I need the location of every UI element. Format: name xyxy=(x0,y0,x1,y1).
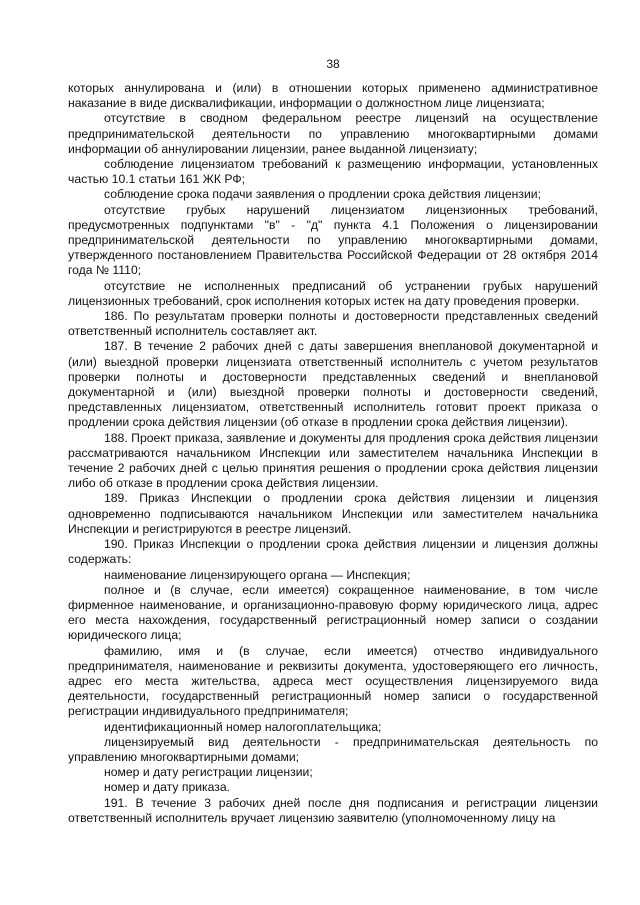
paragraph: отсутствие грубых нарушений лицензиатом лицензионных требований, предусмотренных подпунктами "в" - "д" пункта 4.1 Положения о лицензировании предпринимательской деятельности по управлению многоквартирными домами, утвержденного постановлением Правительства Российской Федерации от 28 октября 2014 года № 1110; xyxy=(68,202,598,278)
paragraph: 188. Проект приказа, заявление и документы для продления срока действия лицензии рассматриваются начальником Инспекции или заместителем начальника Инспекции в течение 2 рабочих дней с целью принятия решения о продлении срока действия лицензии либо об отказе в продлении срока действия лицензии. xyxy=(68,430,598,491)
paragraph: соблюдение срока подачи заявления о продлении срока действия лицензии; xyxy=(104,187,541,202)
paragraph: отсутствие не исполненных предписаний об устранении грубых нарушений лицензионных требований, срок исполнения которых истек на дату проведения проверки. xyxy=(68,278,598,308)
page-number: 38 xyxy=(326,57,340,71)
paragraph: номер и дату приказа. xyxy=(104,780,231,795)
paragraph: номер и дату регистрации лицензии; xyxy=(104,765,313,780)
paragraph: 191. В течение 3 рабочих дней после дня подписания и регистрации лицензии ответственный исполнитель вручает лицензию заявителю (уполномоченному лицу на xyxy=(68,795,598,825)
paragraph: 189. Приказ Инспекции о продлении срока действия лицензии и лицензия одновременно подписываются начальником Инспекции или заместителем начальника Инспекции и регистрируются в реестре лицензий. xyxy=(68,491,598,536)
paragraph: лицензируемый вид деятельности - предпринимательская деятельность по управлению многоквартирными домами; xyxy=(68,734,598,764)
paragraph: фамилию, имя и (в случае, если имеется) отчество индивидуального предпринимателя, наименование и реквизиты документа, удостоверяющего его личность, адрес его места жительства, адреса мест осуществления лицензируемого вида деятельности, государственный регистрационный номер записи о государственной регистрации индивидуального предпринимателя; xyxy=(68,643,598,719)
paragraph: полное и (в случае, если имеется) сокращенное наименование, в том числе фирменное наименование, и организационно-правовую форму юридического лица, адрес его места нахождения, государственный регистрационный номер записи о создании юридического лица; xyxy=(68,582,598,643)
paragraph: 186. По результатам проверки полноты и достоверности представленных сведений ответственный исполнитель составляет акт. xyxy=(68,309,598,339)
paragraph: идентификационный номер налогоплательщика; xyxy=(104,719,382,734)
paragraph: 190. Приказ Инспекции о продлении срока действия лицензии и лицензия должны содержать: xyxy=(68,537,598,567)
paragraph: отсутствие в сводном федеральном реестре лицензий на осуществление предпринимательской деятельности по управлению многоквартирными домами информации об аннулировании лицензии, ранее выданной лицензиату; xyxy=(68,111,598,156)
paragraph: наименование лицензирующего органа — Инспекция; xyxy=(104,567,411,582)
paragraph: 187. В течение 2 рабочих дней с даты завершения внеплановой документарной и (или) выездной проверки лицензиата ответственный исполнитель с учетом результатов проверки полноты и достоверности представленных сведений и внеплановой документарной и (или) выездной проверки полноты и достоверности сведений, представленных лицензиатом, ответственный исполнитель готовит проект приказа о продлении срока действия лицензии (об отказе в продлении срока действия лицензии). xyxy=(68,339,598,430)
document-body xyxy=(68,81,598,826)
paragraph: соблюдение лицензиатом требований к размещению информации, установленных частью 10.1 статьи 161 ЖК РФ; xyxy=(68,157,598,187)
paragraph: которых аннулирована и (или) в отношении которых применено административное наказание в виде дисквалификации, информации о должностном лице лицензиата; xyxy=(68,81,598,111)
